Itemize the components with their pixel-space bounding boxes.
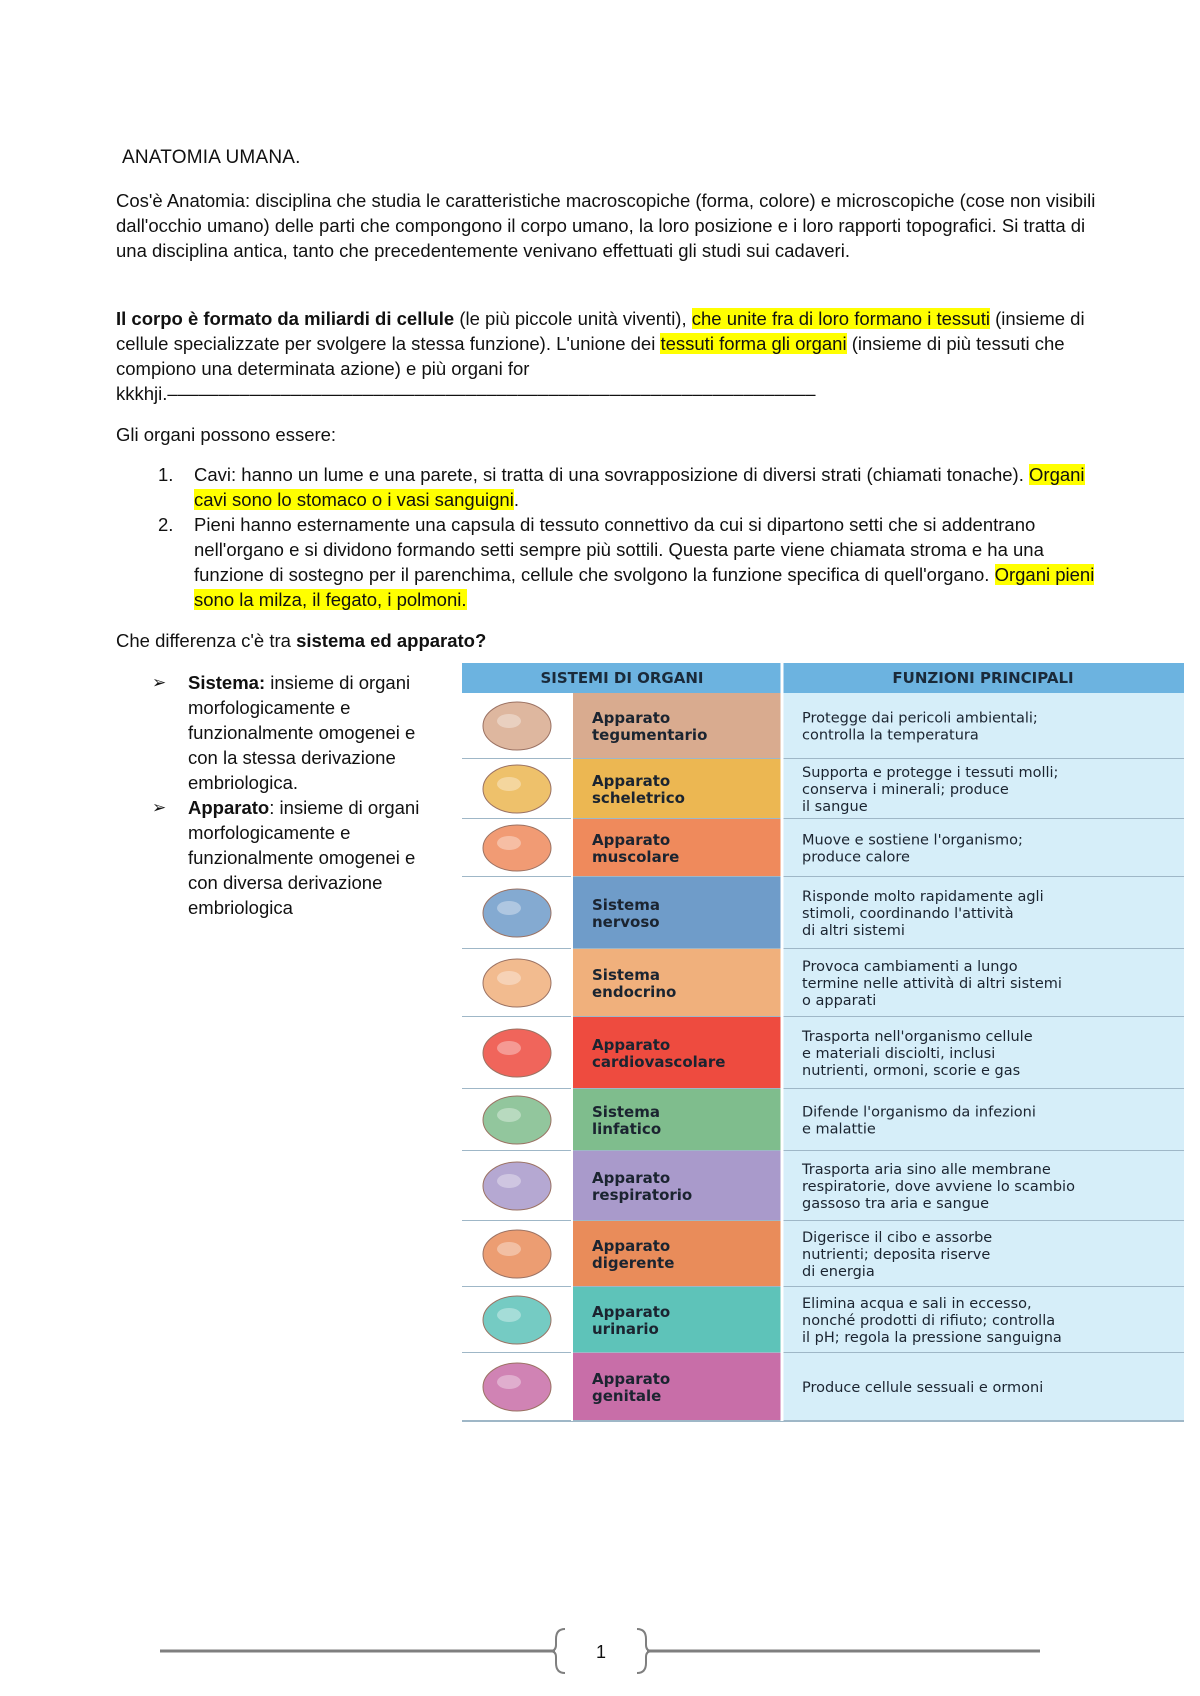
row-function-line: nutrienti; deposita riserve [802,1247,991,1263]
row-name-line: endocrino [592,983,677,1001]
row-name-line: linfatico [592,1120,662,1138]
stomach-icon [483,1230,551,1278]
row-name-line: Sistema [592,896,660,914]
footer-brace-right [637,1629,652,1673]
row-name-line: respiratorio [592,1186,693,1204]
list-highlight: Organi pieni sono la milza, il fegato, i polmoni. [194,564,1095,610]
page-number: 1 [595,1642,607,1662]
row-function-line: produce calore [802,849,910,866]
organi-intro: Gli organi possono essere: [116,424,337,445]
page-title: ANATOMIA UMANA. [122,147,301,168]
row-function-line: Risponde molto rapidamente agli [802,889,1044,905]
kidney-icon [483,1296,551,1344]
icon-highlight [497,971,521,985]
row-name-line: Apparato [592,772,671,790]
row-name-line: Apparato [592,1237,671,1255]
table-row [462,1287,1184,1353]
row-function-line: Produce cellule sessuali e ormoni [802,1380,1044,1396]
row-name-line: cardiovascolare [592,1053,726,1071]
table-row [462,1353,1184,1421]
icon-highlight [497,836,521,850]
row-function-line: e malattie [802,1121,876,1138]
bone-icon [483,765,551,813]
list-text: Pieni hanno esternamente una capsula di tessuto connettivo da cui si dipartono setti che si addentrano nell'organo e si dividono formando setti sempre più sottili. Questa parte viene chiamata stroma e ha una funzione di sostegno per il parenchima, cellule che svolgono la funzione specifica di quell'organo. [194,514,1044,585]
corpo-paragraph [116,306,1106,406]
icon-highlight [497,1041,521,1055]
row-function-line: di altri sistemi [802,923,905,939]
footer-brace-left [550,1629,565,1673]
list-number: 1. [158,464,174,485]
list-tail: . [513,489,519,510]
differenza-question [116,628,1106,653]
bullet-text: : insieme di organi morfologicamente e funzionalmente omogenei e con diversa derivazione embriologica [188,797,420,918]
differenza-text: Che differenza c'è tra [116,630,297,651]
table-row [462,819,1184,877]
row-function-line: Supporta e protegge i tessuti molli; [802,765,1059,781]
row-name-line: nervoso [592,913,660,931]
table-row [462,759,1184,819]
lymph-cell-icon [483,1096,551,1144]
row-function-line: Protegge dai pericoli ambientali; [802,710,1038,727]
row-function-line: Digerisce il cibo e assorbe [802,1230,993,1246]
row-name-line: urinario [592,1320,659,1338]
row-name-line: genitale [592,1387,662,1405]
row-function-line: o apparati [802,993,877,1009]
row-function-line: respiratorie, dove avviene lo scambio [802,1179,1075,1195]
row-name-line: Apparato [592,709,671,727]
icon-highlight [497,1174,521,1188]
row-name-line: scheletrico [592,789,685,807]
page-footer [160,1625,1040,1675]
row-function-line: conserva i minerali; produce [802,782,1009,798]
row-function-line: Muove e sostiene l'organismo; [802,832,1023,849]
table-row [462,877,1184,949]
organ-systems-table [462,663,1184,1439]
icon-highlight [497,777,521,791]
oocyte-icon [483,1363,551,1411]
icon-highlight [497,714,521,728]
table-row [462,1089,1184,1151]
row-name-line: Sistema [592,1103,660,1121]
row-name-line: Apparato [592,1303,671,1321]
organi-list [116,462,1106,612]
arrowhead-icon: ➢ [152,673,167,692]
arrowhead-icon: ➢ [152,798,167,817]
row-function-line: gassoso tra aria e sangue [802,1196,990,1212]
definition-bullets [152,670,442,920]
row-name-line: Apparato [592,1169,671,1187]
row-function-line: e materiali disciolti, inclusi [802,1046,996,1062]
row-function-line: Elimina acqua e sali in eccesso, [802,1296,1032,1312]
table-row [462,693,1184,759]
bullet-term: Apparato [188,797,270,818]
row-function-line: Provoca cambiamenti a lungo [802,959,1018,975]
row-function-line: Difende l'organismo da infezioni [802,1104,1036,1121]
row-function-line: Trasporta aria sino alle membrane [802,1162,1051,1178]
row-function-line: stimoli, coordinando l'attività [802,906,1014,922]
intro-paragraph: Cos'è Anatomia: disciplina che studia le caratteristiche macroscopiche (forma, colore) e microscopiche (cose non visibili dall'occhio umano) delle parti che compongono il corpo umano, la loro posizione e i loro rapporti topografici. Si tratta di una disciplina antica, tanto che precedentemente venivano effettuati gli studi sui cadaveri. [116,190,1096,261]
icon-highlight [497,1242,521,1256]
thyroid-icon [483,959,551,1007]
table-row [462,1151,1184,1221]
list-item [116,462,1106,512]
icon-highlight [497,901,521,915]
table-header-systems: SISTEMI DI ORGANI [540,669,704,687]
heart-icon [483,1029,551,1077]
row-name-line: digerente [592,1254,675,1272]
row-name-line: Apparato [592,831,671,849]
icon-highlight [497,1108,521,1122]
table-row [462,1017,1184,1089]
bullet-item [152,795,442,920]
list-text: Cavi: hanno un lume e una parete, si tratta di una sovrapposizione di diversi strati (chiamati tonache). [194,464,1030,485]
row-name-line: Apparato [592,1370,671,1388]
row-name-line: tegumentario [592,726,708,744]
corpo-text-3: (insieme di più tessuti che compiono una determinata azione) e più organi for kkkhji.––––––––––––––––––––––––––––––––––––––––––––––––––––––––––––––– [116,333,1065,404]
lungs-icon [483,1162,551,1210]
row-function-line: il pH; regola la pressione sanguigna [802,1330,1062,1346]
corpo-highlight-1: che unite fra di loro formano i tessuti [691,308,990,329]
icon-highlight [497,1308,521,1322]
table-header-functions: FUNZIONI PRINCIPALI [892,669,1074,687]
row-function-line: Trasporta nell'organismo cellule [802,1029,1033,1045]
icon-highlight [497,1375,521,1389]
row-function-line: termine nelle attività di altri sistemi [802,976,1062,992]
brain-icon [483,889,551,937]
row-function-line: il sangue [802,799,868,815]
row-name-line: Apparato [592,1036,671,1054]
bullet-text: insieme di organi morfologicamente e funzionalmente omogenei e con la stessa derivazione embriologica. [188,672,416,793]
row-name-line: Sistema [592,966,660,984]
corpo-bold-text: Il corpo è formato da miliardi di cellule [116,308,455,329]
list-highlight: Organi cavi sono lo stomaco o i vasi sanguigni [194,464,1085,510]
list-item [116,512,1106,612]
corpo-text-2: (insieme di cellule specializzate per svolgere la stessa funzione). L'unione dei [116,308,1085,354]
table-row [462,949,1184,1017]
muscle-icon [483,825,551,871]
differenza-bold: sistema ed apparato? [296,630,487,651]
list-number: 2. [158,514,174,535]
row-function-line: nonché prodotti di rifiuto; controlla [802,1313,1056,1329]
corpo-text-1: (le più piccole unità viventi), [454,308,692,329]
row-name-line: muscolare [592,848,680,866]
bullet-item [152,670,442,795]
row-function-line: nutrienti, ormoni, scorie e gas [802,1063,1021,1079]
bullet-term: Sistema: [188,672,266,693]
corpo-highlight-2: tessuti forma gli organi [660,333,847,354]
row-function-line: di energia [802,1264,875,1280]
row-function-line: controlla la temperatura [802,727,979,744]
skin-icon [483,702,551,750]
table-row [462,1221,1184,1287]
